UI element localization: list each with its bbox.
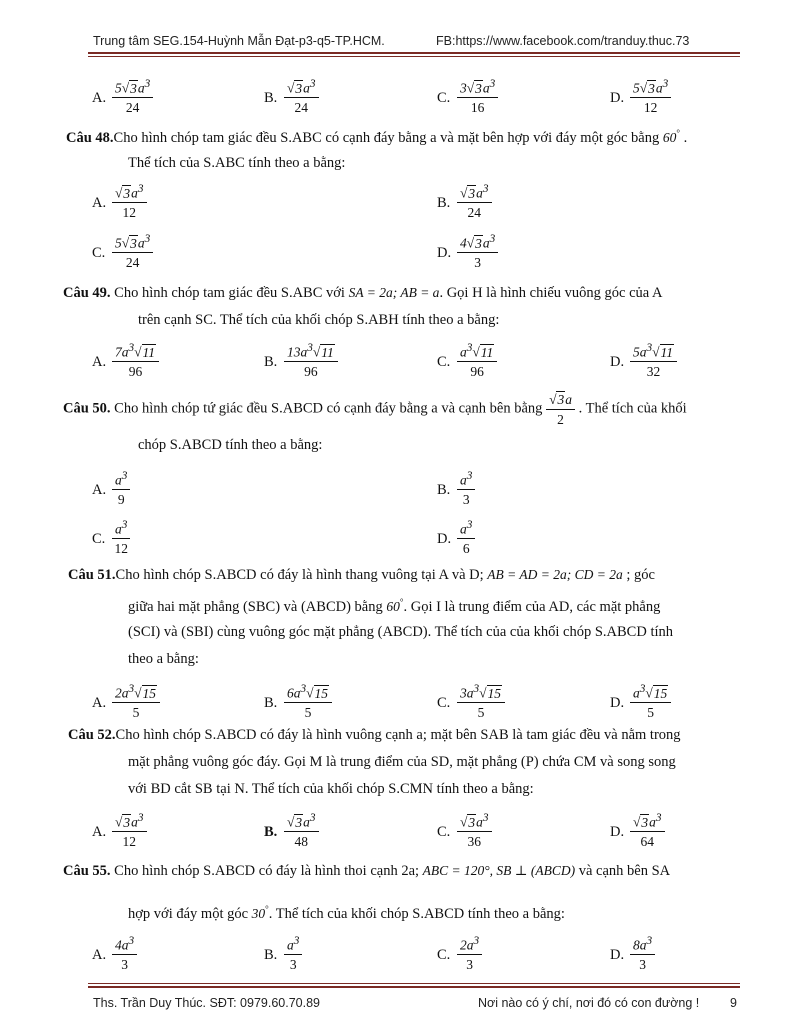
question-number: Câu 50. (63, 400, 111, 417)
question-number: Câu 55. (63, 863, 111, 879)
question-49-line1: Câu 49. Cho hình chóp tam giác đều S.ABC với SA = 2a; AB = a. Gọi H là hình chiếu vuông góc của A (63, 285, 663, 301)
option-label: C. (437, 90, 451, 106)
question-51-line3: (SCI) và (SBI) cùng vuông góc mặt phẳng (ABCD). Thể tích của của khối chóp S.ABCD tính (128, 624, 674, 640)
question-51-line4: theo a bằng: (128, 651, 199, 667)
footer-right: Nơi nào có ý chí, nơi đó có con đường ! (478, 996, 700, 1010)
option-fraction: $\frac{5√3a^3}{12}$ (630, 78, 671, 115)
question-number: Câu 51. (68, 567, 116, 583)
question-55-line2: hợp với đáy một góc 30°. Thể tích của khối chóp S.ABCD tính theo a bằng: (128, 904, 565, 922)
question-51-line2: giữa hai mặt phẳng (SBC) và (ABCD) bằng 60°. Gọi I là trung điểm của AD, các mặt phẳng (128, 597, 661, 615)
footer-rule (88, 986, 740, 988)
option-label: D. (610, 90, 625, 106)
header-left: Trung tâm SEG.154-Huỳnh Mẫn Đạt-p3-q5-TP.HCM. (93, 34, 385, 48)
question-55-line1: Câu 55. Cho hình chóp S.ABCD có đáy là hình thoi cạnh 2a; ABC = 120°, SB ⊥ (ABCD) và cạnh bên SA (63, 863, 671, 879)
header-rule (88, 52, 740, 54)
page-number: 9 (730, 996, 737, 1010)
header-rule-thin (88, 56, 740, 57)
option-fraction: $\frac{3√3a^3}{16}$ (457, 78, 498, 115)
question-51-line1: Câu 51.Cho hình chóp S.ABCD có đáy là hình thang vuông tại A và D; AB = AD = 2a; CD = 2a ; góc (68, 567, 655, 583)
footer-rule-thin (88, 983, 740, 984)
question-50-line2: chóp S.ABCD tính theo a bằng: (138, 437, 323, 453)
question-48-line1: Câu 48.Cho hình chóp tam giác đều S.ABC có cạnh đáy bằng a và mặt bên hợp với đáy một góc bằng 60° . (66, 128, 688, 146)
option-label: B. (264, 90, 278, 106)
question-52-line2: mặt phẳng vuông góc đáy. Gọi M là trung điểm của SD, mặt phẳng (P) chứa CM và song song (128, 754, 676, 770)
header-right: FB:https://www.facebook.com/tranduy.thuc.73 (436, 34, 690, 48)
question-52-line3: với BD cắt SB tại N. Thể tích của khối chóp S.CMN tính theo a bằng: (128, 781, 534, 797)
question-number: Câu 49. (63, 285, 111, 301)
question-49-line2: trên cạnh SC. Thể tích của khối chóp S.ABH tính theo a bằng: (138, 312, 500, 328)
footer-left: Ths. Trần Duy Thúc. SĐT: 0979.60.70.89 (93, 996, 320, 1010)
question-48-line2: Thể tích của S.ABC tính theo a bằng: (128, 155, 346, 171)
question-50-line1: Câu 50. Cho hình chóp tứ giác đều S.ABCD có cạnh đáy bằng a và cạnh bên bằng $\frac{√3a}{2}$ . Thể tích của khối (63, 392, 687, 427)
side-length-fraction: $\frac{√3a}{2}$ (546, 392, 575, 426)
option-fraction: $\frac{5√3a^3}{24}$ (112, 78, 153, 115)
option-label: A. (92, 90, 107, 106)
question-52-line1: Câu 52.Cho hình chóp S.ABCD có đáy là hình vuông cạnh a; mặt bên SAB là tam giác đều và nằm trong (68, 727, 681, 743)
option-fraction: $\frac{√3a^3}{24}$ (284, 78, 319, 115)
question-number: Câu 48. (66, 129, 114, 146)
question-number: Câu 52. (68, 727, 116, 743)
